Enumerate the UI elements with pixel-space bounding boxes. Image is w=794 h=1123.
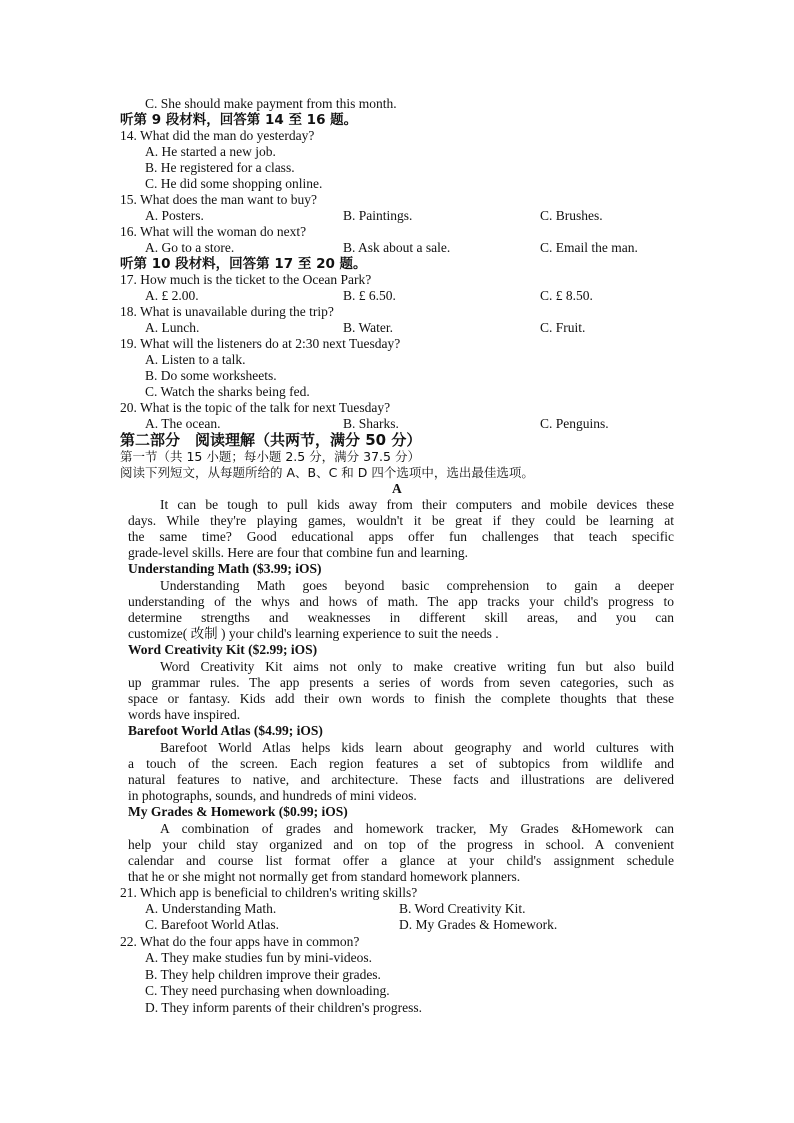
q22-option-b: B. They help children improve their grades. [145, 967, 381, 982]
q20-option-a: A. The ocean. [145, 416, 221, 431]
q21-option-b: B. Word Creativity Kit. [399, 901, 526, 916]
q16-option-b: B. Ask about a sale. [343, 240, 451, 255]
intro-line-1: It can be tough to pull kids away from their computers and mobile devices these [160, 497, 674, 512]
q18-option-c: C. Fruit. [540, 320, 586, 335]
q13-option-c: C. She should make payment from this month. [145, 96, 397, 111]
q15-stem: 15. What does the man want to buy? [120, 192, 317, 207]
app3-line-2: a touch of the screen. Each region features a set of subtopics from wildlife and [128, 756, 674, 771]
passage-label: A [392, 481, 402, 496]
q22-stem: 22. What do the four apps have in common? [120, 934, 360, 949]
q21-option-c: C. Barefoot World Atlas. [145, 917, 280, 932]
q21-stem: 21. Which app is beneficial to children's writing skills? [120, 885, 418, 900]
app2-line-1: Word Creativity Kit aims not only to make creative writing fun but also build [160, 659, 674, 674]
app3-line-3: natural features to native, and architecture. These facts and illustrations are delivered [128, 772, 674, 787]
q19-stem: 19. What will the listeners do at 2:30 next Tuesday? [120, 336, 401, 351]
q14-option-b: B. He registered for a class. [145, 160, 295, 175]
app1-line-3: determine strengths and weaknesses in different skill areas, and you can [128, 610, 674, 625]
q17-stem: 17. How much is the ticket to the Ocean Park? [120, 272, 372, 287]
q22-option-d: D. They inform parents of their children's progress. [145, 1000, 422, 1015]
q19-option-c: C. Watch the sharks being fed. [145, 384, 310, 399]
q22-option-c: C. They need purchasing when downloading. [145, 983, 390, 998]
q14-stem: 14. What did the man do yesterday? [120, 128, 315, 143]
intro-line-4: grade-level skills. Here are four that combine fun and learning. [128, 545, 468, 560]
section-9-heading: 听第 9 段材料，回答第 14 至 16 题。 [120, 112, 358, 128]
q18-option-b: B. Water. [343, 320, 394, 335]
q16-stem: 16. What will the woman do next? [120, 224, 307, 239]
app3-line-1: Barefoot World Atlas helps kids learn about geography and world cultures with [160, 740, 674, 755]
app3-line-4: in photographs, sounds, and hundreds of mini videos. [128, 788, 417, 803]
intro-line-2: days. While they're playing games, wouldn't it be great if they could be learning at [128, 513, 674, 528]
q17-option-c: C. £ 8.50. [540, 288, 593, 303]
app2-title: Word Creativity Kit ($2.99; iOS) [128, 642, 318, 657]
app4-line-2: help your child stay organized and on top of the progress in school. A convenient [128, 837, 674, 852]
q14-option-a: A. He started a new job. [145, 144, 276, 159]
q19-option-a: A. Listen to a talk. [145, 352, 246, 367]
reading-instruction: 阅读下列短文，从每题所给的 A、B、C 和 D 四个选项中，选出最佳选项。 [120, 465, 534, 480]
app1-line-1: Understanding Math goes beyond basic comprehension to gain a deeper [160, 578, 674, 593]
app2-line-4: words have inspired. [128, 707, 241, 722]
app2-line-3: space or fantasy. Kids add their own words to finish the complete thoughts that these [128, 691, 674, 706]
reading-section-1: 第一节（共 15 小题；每小题 2.5 分，满分 37.5 分） [120, 449, 420, 464]
q15-option-a: A. Posters. [145, 208, 204, 223]
app1-title: Understanding Math ($3.99; iOS) [128, 561, 322, 576]
q21-option-a: A. Understanding Math. [145, 901, 277, 916]
section-10-heading: 听第 10 段材料，回答第 17 至 20 题。 [120, 256, 367, 272]
q16-option-a: A. Go to a store. [145, 240, 235, 255]
q20-option-c: C. Penguins. [540, 416, 609, 431]
q15-option-b: B. Paintings. [343, 208, 413, 223]
app3-title: Barefoot World Atlas ($4.99; iOS) [128, 723, 323, 738]
q14-option-c: C. He did some shopping online. [145, 176, 323, 191]
app4-line-4: that he or she might not normally get from standard homework planners. [128, 869, 521, 884]
q16-option-c: C. Email the man. [540, 240, 638, 255]
q18-option-a: A. Lunch. [145, 320, 200, 335]
q18-stem: 18. What is unavailable during the trip? [120, 304, 334, 319]
app1-line-4: customize( 改制 ) your child's learning experience to suit the needs . [128, 626, 499, 641]
app1-line-2: understanding of the whys and hows of math. The app tracks your child's progress to [128, 594, 674, 609]
q15-option-c: C. Brushes. [540, 208, 603, 223]
app4-title: My Grades & Homework ($0.99; iOS) [128, 804, 348, 819]
q20-option-b: B. Sharks. [343, 416, 399, 431]
q17-option-b: B. £ 6.50. [343, 288, 396, 303]
q17-option-a: A. £ 2.00. [145, 288, 199, 303]
reading-part-title: 第二部分 阅读理解（共两节，满分 50 分） [120, 431, 422, 449]
q21-option-d: D. My Grades & Homework. [399, 917, 558, 932]
q22-option-a: A. They make studies fun by mini-videos. [145, 950, 372, 965]
app4-line-1: A combination of grades and homework tracker, My Grades &Homework can [160, 821, 674, 836]
q19-option-b: B. Do some worksheets. [145, 368, 277, 383]
intro-line-3: the same time? Good educational apps offer fun challenges that teach specific [128, 529, 674, 544]
app2-line-2: up grammar rules. The app presents a series of words from seven categories, such as [128, 675, 674, 690]
app4-line-3: calendar and course list format offer a glance at your child's assignment schedule [128, 853, 674, 868]
q20-stem: 20. What is the topic of the talk for next Tuesday? [120, 400, 391, 415]
